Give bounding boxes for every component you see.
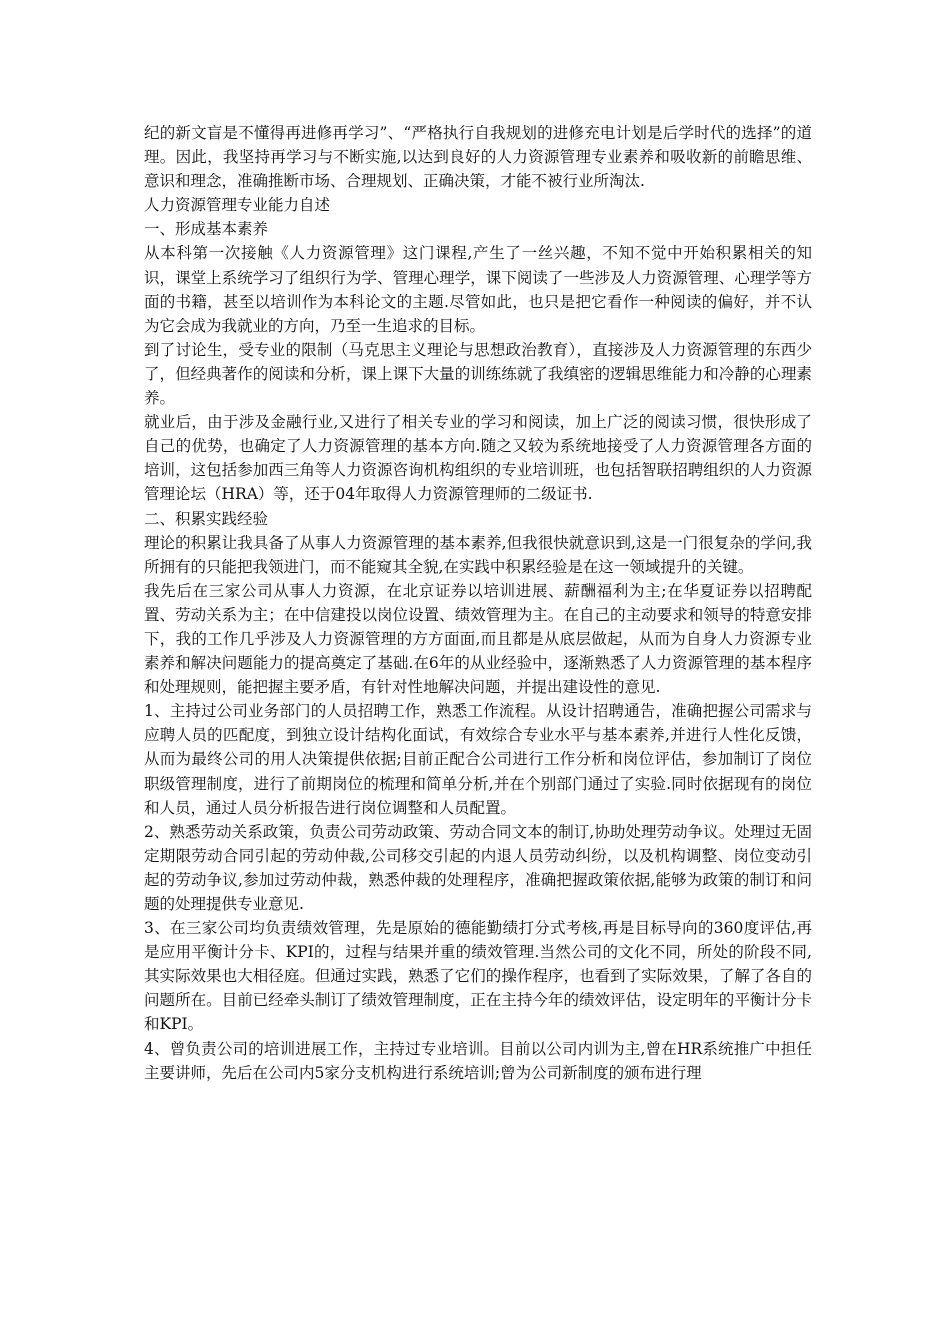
section-title: 人力资源管理专业能力自述 [144,196,331,215]
paragraph-item-labor-relations: 2、熟悉劳动关系政策，负责公司劳动政策、劳动合同文本的制订,协助处理劳动争议。处理过无固定期限劳动合同引起的劳动仲裁,公司移交引起的内退人员劳动纠纷，以及机构调整、岗位变动引起的劳动争议,参加过劳动仲裁，熟悉仲裁的处理程序，准确把握政策依据,能够为政策的制订和问题的处理提供专业意见. [144,822,812,913]
paragraph-work-history: 我先后在三家公司从事人力资源，在北京证券以培训进展、薪酬福利为主;在华夏证券以招聘配置、劳动关系为主；在中信建投以岗位设置、绩效管理为主。在自己的主动要求和领导的特意安排下，我的工作几乎涉及人力资源管理的方方面面,而且都是从底层做起，从而为自身人力资源专业素养和解决问题能力的提高奠定了基础.在6年的从业经验中，逐渐熟悉了人力资源管理的基本程序和处理规则，能把握主要矛盾，有针对性地解决问题，并提出建设性的意见. [144,581,812,697]
paragraph-item-training: 4、曾负责公司的培训进展工作，主持过专业培训。目前以公司内训为主,曾在HR系统推广中担任主要讲师，先后在公司内5家分支机构进行系统培训;曾为公司新制度的颁布进行理 [144,1039,812,1082]
paragraph-employment: 就业后，由于涉及金融行业,又进行了相关专业的学习和阅读，加上广泛的阅读习惯，很快形成了自己的优势，也确定了人力资源管理的基本方向.随之又较为系统地接受了人力资源管理各方面的培训，这包括参加西三角等人力资源咨询机构组织的专业培训班，也包括智联招聘组织的人力资源管理论坛（HRA）等，还于04年取得人力资源管理师的二级证书. [144,413,812,504]
paragraph-item-performance: 3、在三家公司均负责绩效管理，先是原始的德能勤绩打分式考核,再是目标导向的360度评估,再是应用平衡计分卡、KPI的，过程与结果并重的绩效管理.当然公司的文化不同，所处的阶段不同,其实际效果也大相径庭。但通过实践，熟悉了它们的操作程序，也看到了实际效果，了解了各自的问题所在。目前已经牵头制订了绩效管理制度，正在主持今年的绩效评估，设定明年的平衡计分卡和KPI。 [144,919,812,1034]
subsection-heading-basic-qualities: 一、形成基本素养 [144,220,269,239]
paragraph-theory-practice: 理论的积累让我具备了从事人力资源管理的基本素养,但我很快就意识到,这是一门很复杂的学问,我所拥有的只能把我领进门，而不能窥其全貌,在实践中积累经验是在这一领域提升的关键。 [144,533,812,576]
paragraph-item-recruitment: 1、主持过公司业务部门的人员招聘工作，熟悉工作流程。从设计招聘通告，准确把握公司需求与应聘人员的匹配度，到独立设计结构化面试，有效综合专业水平与基本素养,并进行人性化反馈，从而为最终公司的用人决策提供依据;目前正配合公司进行工作分析和岗位评估，参加制订了岗位职级管理制度，进行了前期岗位的梳理和简单分析,并在个别部门通过了实验.同时依据现有的岗位和人员，通过人员分析报告进行岗位调整和人员配置。 [144,702,812,817]
paragraph-undergraduate: 从本科第一次接触《人力资源管理》这门课程,产生了一丝兴趣，不知不觉中开始积累相关的知识，课堂上系统学习了组织行为学、管理心理学，课下阅读了一些涉及人力资源管理、心理学等方面的书籍，甚至以培训作为本科论文的主题.尽管如此，也只是把它看作一种阅读的偏好，并不认为它会成为我就业的方向，乃至一生追求的目标。 [144,244,812,335]
document-page [144,121,812,1085]
paragraph-continued-intro: 纪的新文盲是不懂得再进修再学习”、“严格执行自我规划的进修充电计划是后学时代的选择”的道理。因此，我坚持再学习与不断实施,以达到良好的人力资源管理专业素养和吸收新的前瞻思维、意识和理念，准确推断市场、合理规划、正确决策，才能不被行业所淘汰. [144,124,812,191]
subsection-heading-practice: 二、积累实践经验 [144,509,269,528]
paragraph-graduate: 到了讨论生，受专业的限制（马克思主义理论与思想政治教育），直接涉及人力资源管理的东西少了，但经典著作的阅读和分析，课上课下大量的训练练就了我缜密的逻辑思维能力和冷静的心理素养。 [144,340,812,408]
